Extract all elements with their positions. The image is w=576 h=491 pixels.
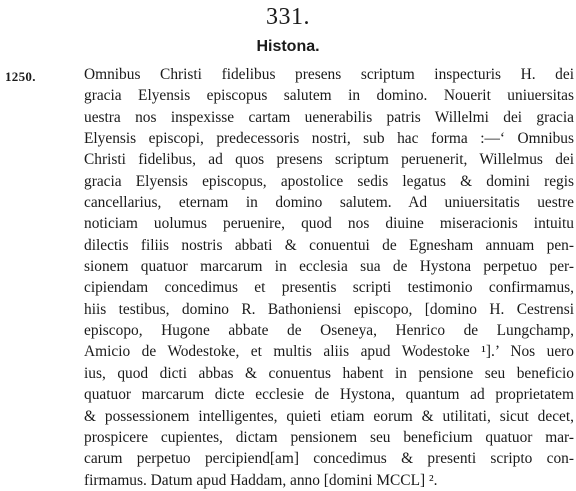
- text-line: Christi fidelibus, ad quos presens scriptum peruenerit, Willelmus dei: [84, 151, 574, 169]
- text-line: noticiam uolumus peruenire, quod nos diuine miseracionis intuitu: [84, 215, 574, 233]
- section-heading: Histona.: [256, 38, 320, 55]
- text-line: carum perpetuo percipiend[am] concedimus & presenti scripto con-: [84, 450, 574, 468]
- text-line: quatuor marcarum dicte ecclesie de Hystona, quantum ad proprietatem: [84, 386, 574, 404]
- text-line: episcopo, Hugone abbate de Oseneya, Henrico de Lungchamp,: [84, 322, 574, 340]
- text-line: firmamus. Datum apud Haddam, anno [domini MCCL] ².: [84, 471, 438, 489]
- text-line: cancellarius, eternam in domino salutem. Ad uniuersitatis uestre: [84, 194, 574, 212]
- text-line: prospicere cupientes, dictam pensionem seu beneficium quatuor mar-: [84, 428, 574, 446]
- text-line: cipiendam concedimus et presentis scripti testimonio confirmamus,: [84, 279, 574, 297]
- text-line: uestra nos inspexisse cartam uenerabilis patris Willelmi dei gracia: [84, 108, 574, 126]
- text-line: & possessionem intelligentes, quieti etiam eorum & utilitati, sicut decet,: [84, 407, 574, 425]
- text-line: Elyensis episcopi, predecessoris nostri, sub hac forma :—‘ Omnibus: [84, 130, 574, 148]
- margin-year: 1250.: [5, 69, 36, 84]
- text-line: gracia Elyensis episcopus salutem in domino. Nouerit uniuersitas: [84, 87, 574, 105]
- text-line: Omnibus Christi fidelibus presens scriptum inspecturis H. dei: [84, 66, 574, 83]
- text-line: dilectis filiis nostris abbati & conuentui de Egnesham annuam pen-: [84, 236, 574, 254]
- page-number: 331.: [266, 4, 310, 30]
- text-line: gracia Elyensis episcopus, apostolice sedis legatus & domini regis: [84, 172, 574, 190]
- text-line: ius, quod dicti abbas & conuentus habent in pensione seu beneficio: [84, 364, 574, 382]
- text-line: sionem quatuor marcarum in ecclesia sua de Hystona perpetuo per-: [84, 258, 574, 276]
- text-line: Amicio de Wodestoke, et multis aliis apud Wodestoke ¹].’ Nos uero: [84, 343, 574, 361]
- text-line: hiis testibus, domino R. Bathoniensi episcopo, [domino H. Cestrensi: [84, 300, 574, 318]
- charter-text: [84, 64, 574, 491]
